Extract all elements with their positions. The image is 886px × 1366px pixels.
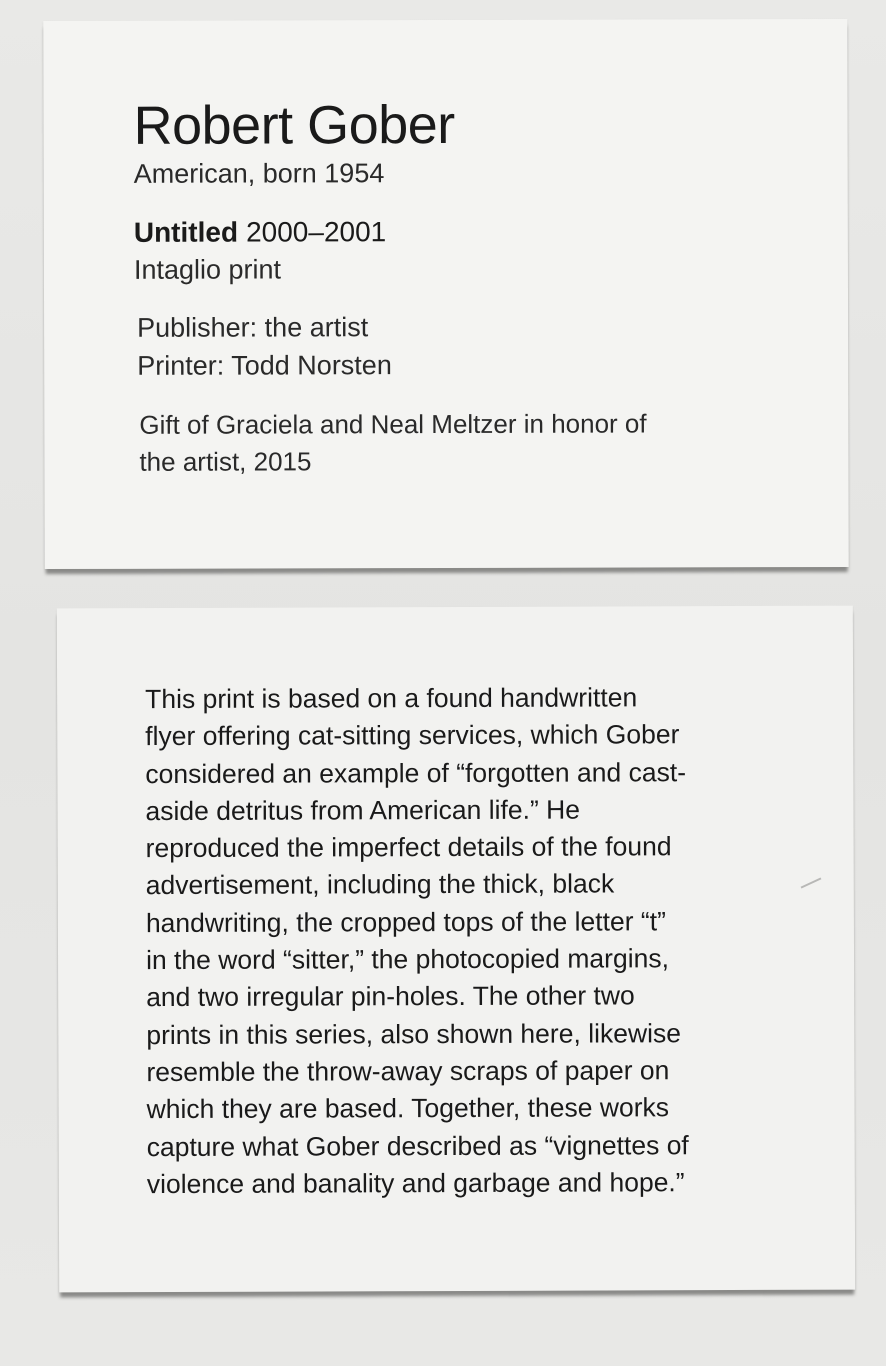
description-line: flyer offering cat-sitting services, which Gober — [145, 719, 680, 752]
credit-line — [139, 405, 646, 480]
description-line: reproduced the imperfect details of the found — [145, 831, 672, 864]
artwork-label-card — [43, 19, 848, 569]
artwork-title: Untitled — [133, 216, 239, 248]
description-line: violence and banality and garbage and hope.” — [146, 1167, 685, 1199]
description-line: prints in this series, also shown here, likewise — [146, 1017, 682, 1050]
credit-line-1: Gift of Graciela and Neal Meltzer in honor of — [139, 408, 647, 440]
artwork-publisher: Publisher: the artist — [137, 312, 369, 343]
description-line: resemble the throw-away scraps of paper on — [146, 1055, 670, 1088]
description-text — [145, 679, 689, 1203]
artwork-printer: Printer: Todd Norsten — [137, 350, 392, 381]
description-line: advertisement, including the thick, black — [145, 868, 615, 901]
description-line: which they are based. Together, these works — [146, 1092, 670, 1125]
description-line: considered an example of “forgotten and cast- — [145, 756, 687, 789]
description-line: aside detritus from American life.” He — [145, 794, 581, 826]
description-line: This print is based on a found handwritten — [145, 682, 638, 715]
credit-line-2: the artist, 2015 — [139, 446, 312, 477]
description-line: capture what Gober described as “vignettes of — [146, 1129, 689, 1162]
artwork-title-line — [134, 216, 386, 249]
description-line: handwriting, the cropped tops of the letter “t” — [145, 906, 666, 938]
artist-name: Robert Gober — [133, 94, 455, 156]
description-line: and two irregular pin-holes. The other two — [146, 980, 635, 1013]
description-card — [57, 606, 855, 1293]
artwork-date: 2000–2001 — [246, 216, 387, 248]
description-line: in the word “sitter,” the photocopied margins, — [145, 943, 670, 976]
artist-nationality: American, born 1954 — [133, 158, 385, 189]
artwork-medium: Intaglio print — [133, 254, 282, 285]
